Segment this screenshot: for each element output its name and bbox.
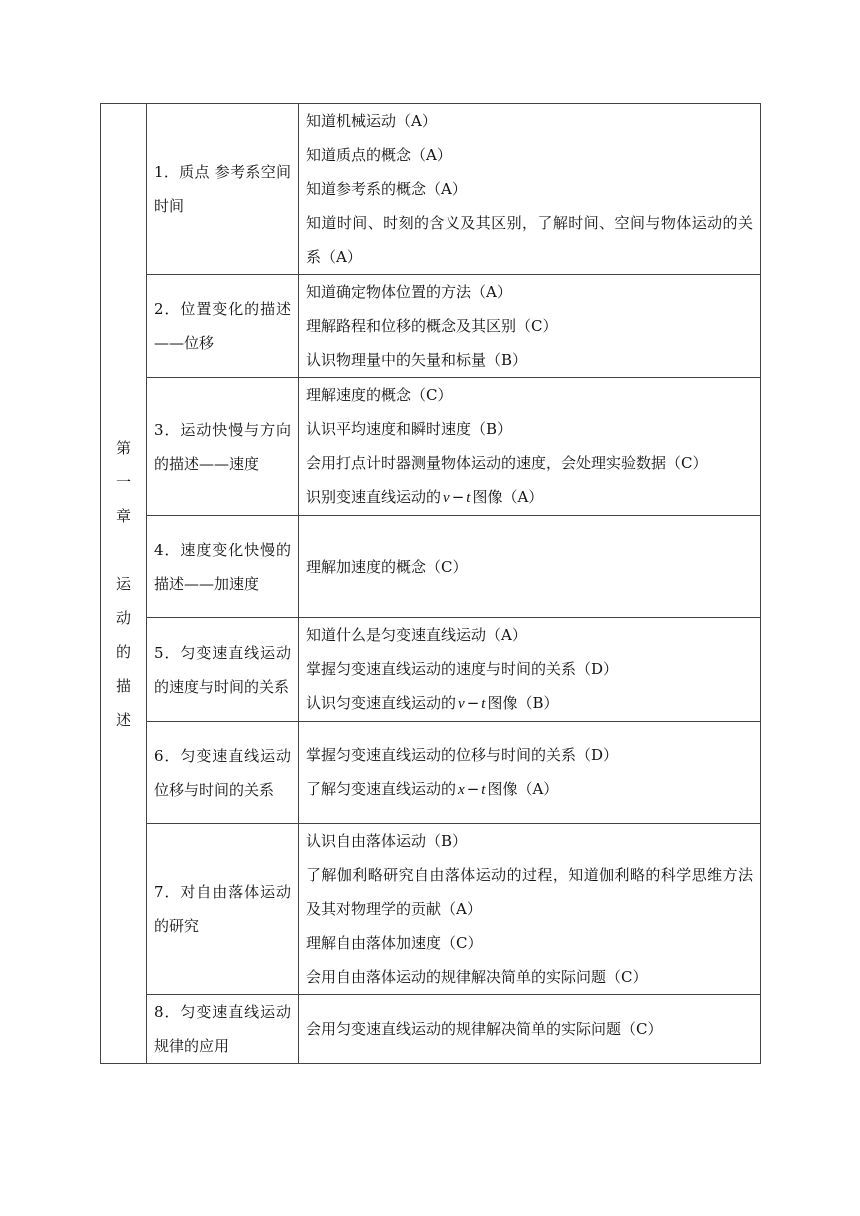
goal-line: 知道确定物体位置的方法（A） (306, 283, 512, 301)
goal-line-math (306, 686, 753, 721)
goal-line: 理解速度的概念（C） (306, 386, 453, 404)
goal-cell (299, 824, 761, 995)
math-operator: − (466, 694, 480, 712)
syllabus-table (100, 103, 761, 1064)
goal-line: 会用匀变速直线运动的规律解决简单的实际问题（C） (306, 1020, 663, 1038)
math-variable: t (481, 782, 486, 798)
goal-line: 会用自由落体运动的规律解决简单的实际问题（C） (306, 968, 648, 986)
chapter-char: 一 (115, 472, 131, 491)
goal-line: 理解自由落体加速度（C） (306, 934, 483, 952)
goal-line: 会用打点计时器测量物体运动的速度，会处理实验数据（C） (306, 454, 708, 472)
chapter-title-cell (101, 104, 147, 1064)
goal-text: 了解匀变速直线运动的 (306, 780, 457, 798)
chapter-char: 述 (115, 710, 131, 729)
section-title: 3．运动快慢与方向的描述——速度 (147, 378, 299, 516)
goal-cell (299, 378, 761, 516)
table-row (101, 722, 761, 824)
goal-text: 图像（A） (487, 780, 559, 798)
goal-text: 认识匀变速直线运动的 (306, 694, 457, 712)
goal-cell (299, 722, 761, 824)
section-title: 6．匀变速直线运动位移与时间的关系 (147, 722, 299, 824)
goal-text: 图像（A） (472, 488, 544, 506)
table-row (101, 618, 761, 722)
chapter-gap (108, 533, 139, 567)
goal-text: 识别变速直线运动的 (306, 488, 442, 506)
chapter-char: 章 (115, 506, 131, 525)
goal-line: 知道时间、时刻的含义及其区别，了解时间、空间与物体运动的关系（A） (306, 214, 753, 266)
section-title: 8．匀变速直线运动规律的应用 (147, 995, 299, 1064)
goal-cell (299, 995, 761, 1064)
math-operator: − (466, 780, 480, 798)
goal-line: 认识物理量中的矢量和标量（B） (306, 351, 528, 369)
goal-text: 图像（B） (487, 694, 559, 712)
section-title: 4．速度变化快慢的描述——加速度 (147, 516, 299, 618)
goal-line: 掌握匀变速直线运动的位移与时间的关系（D） (306, 746, 619, 764)
math-variable: v (443, 490, 450, 506)
table-row (101, 378, 761, 516)
chapter-char: 运 (115, 574, 131, 593)
math-variable: x (458, 782, 465, 798)
goal-line: 掌握匀变速直线运动的速度与时间的关系（D） (306, 660, 619, 678)
goal-cell (299, 516, 761, 618)
math-operator: − (451, 488, 465, 506)
chapter-char: 描 (115, 676, 131, 695)
goal-line: 了解伽利略研究自由落体运动的过程，知道伽利略的科学思维方法及其对物理学的贡献（A） (306, 866, 753, 918)
goal-line: 知道机械运动（A） (306, 112, 437, 130)
math-variable: t (466, 490, 471, 506)
goal-line: 知道什么是匀变速直线运动（A） (306, 626, 527, 644)
chapter-char: 动 (115, 608, 131, 627)
goal-line: 知道参考系的概念（A） (306, 180, 467, 198)
table-row (101, 995, 761, 1064)
goal-cell (299, 618, 761, 722)
section-title: 7．对自由落体运动的研究 (147, 824, 299, 995)
goal-line-math (306, 772, 753, 807)
chapter-char: 第 (115, 438, 131, 457)
table-row (101, 104, 761, 275)
table-row (101, 516, 761, 618)
goal-line-math (306, 480, 753, 515)
math-variable: v (458, 696, 465, 712)
goal-cell (299, 104, 761, 275)
section-title: 1．质点 参考系空间 时间 (147, 104, 299, 275)
goal-line: 认识自由落体运动（B） (306, 832, 468, 850)
goal-line: 理解路程和位移的概念及其区别（C） (306, 317, 558, 335)
goal-line: 理解加速度的概念（C） (306, 557, 468, 576)
goal-line: 认识平均速度和瞬时速度（B） (306, 420, 513, 438)
section-title: 2．位置变化的描述——位移 (147, 275, 299, 378)
section-title: 5．匀变速直线运动的速度与时间的关系 (147, 618, 299, 722)
table-row (101, 275, 761, 378)
table-row (101, 824, 761, 995)
chapter-char: 的 (115, 642, 131, 661)
goal-cell (299, 275, 761, 378)
math-variable: t (481, 696, 486, 712)
goal-line: 知道质点的概念（A） (306, 146, 452, 164)
